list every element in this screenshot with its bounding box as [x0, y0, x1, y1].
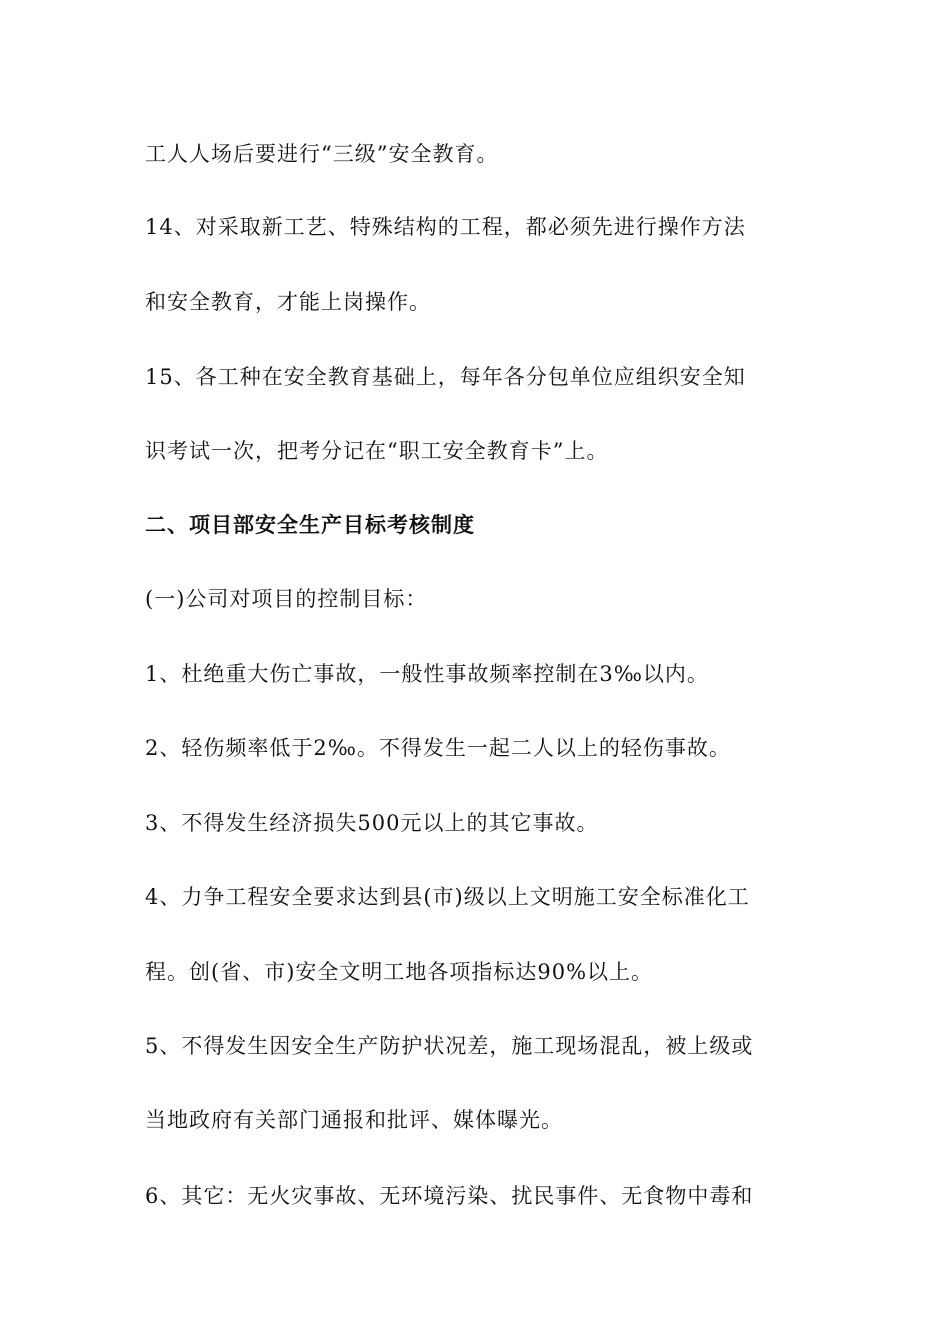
text-line: 1、杜绝重大伤亡事故，一般性事故频率控制在3‰以内。 — [145, 662, 709, 686]
text-line: 2、轻伤频率低于2‰。不得发生一起二人以上的轻伤事故。 — [145, 736, 731, 760]
text-line: 4、力争工程安全要求达到县(市)级以上文明施工安全标准化工 — [145, 885, 750, 909]
text-line: 工人人场后要进行“三级”安全教育。 — [145, 142, 499, 166]
text-line: 15、各工种在安全教育基础上，每年各分包单位应组织安全知 — [145, 365, 746, 389]
text-line: 3、不得发生经济损失500元以上的其它事故。 — [145, 811, 599, 835]
text-line: 识考试一次，把考分记在“职工安全教育卡”上。 — [145, 439, 609, 463]
text-line: 14、对采取新工艺、特殊结构的工程，都必须先进行操作方法 — [145, 215, 746, 239]
text-line: (一)公司对项目的控制目标： — [145, 587, 428, 611]
text-line: 程。创(省、市)安全文明工地各项指标达90%以上。 — [145, 960, 654, 984]
text-line: 当地政府有关部门通报和批评、媒体曝光。 — [145, 1108, 563, 1132]
section-heading: 二、项目部安全生产目标考核制度 — [145, 512, 475, 537]
text-line: 5、不得发生因安全生产防护状况差，施工现场混乱，被上级或 — [145, 1034, 754, 1058]
text-line: 和安全教育，才能上岗操作。 — [145, 290, 431, 314]
text-line: 6、其它：无火灾事故、无环境污染、扰民事件、无食物中毒和 — [145, 1184, 754, 1208]
